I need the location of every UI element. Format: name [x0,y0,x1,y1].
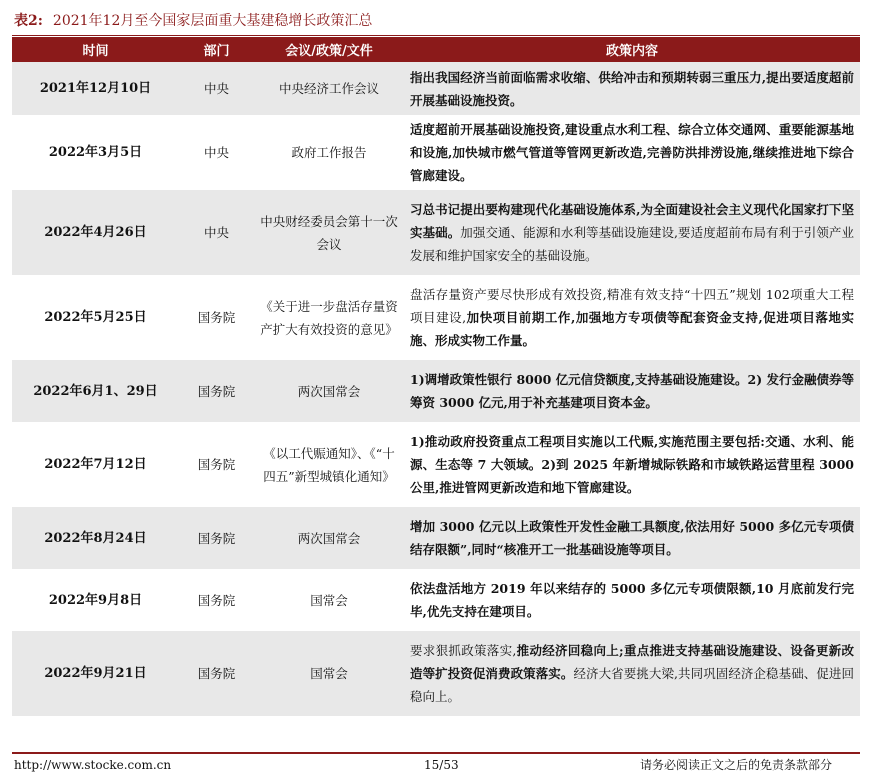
content-bold: 增加 3000 亿元以上政策性开发性金融工具额度,依法用好 5000 多亿元专项债结存限额”,同时“核准开工一批基础设施等项目。 [410,519,854,557]
table-row [12,190,860,275]
table-row [12,62,860,115]
content-normal-pre: 要求狠抓政策落实, [410,643,517,658]
table-row [12,422,860,507]
cell-content [404,507,860,569]
cell-time: 2022年3月5日 [48,145,143,160]
cell-meeting: 《以工代赈通知》、《“十四五”新型城镇化通知》 [263,445,395,484]
table-row [12,115,860,190]
cell-dept: 国务院 [179,360,254,422]
cell-time: 2022年4月26日 [12,190,179,275]
cell-meeting: 《关于进一步盘活存量资产扩大有效投资的意见》 [260,298,398,337]
content-bold: 习总书记提出要构建现代化基础设施体系,为全面建设社会主义现代化国家打下坚实基础。 [410,202,854,240]
content-bold: 1)推动政府投资重点工程项目实施以工代赈,实施范围主要包括:交通、水利、能源、生态等 7 大领域。2)到 2025 年新增城际铁路和市域铁路运营里程 3000 公里,推进管网更新改造和地下管廊建设。 [410,434,854,495]
content-bold: 1)调增政策性银行 8000 亿元信贷额度,支持基础设施建设。2) 发行金融债券等筹资 3000 亿元,用于补充基建项目资本金。 [410,372,854,410]
table-row [12,569,860,631]
table-row [12,507,860,569]
cell-time: 2022年8月24日 [12,507,179,569]
table-caption-label: 表2: [14,13,43,29]
table-caption [14,9,864,33]
content-bold: 加快项目前期工作,加强地方专项债等配套资金支持,促进项目落地实施、形成实物工作量。 [410,310,854,348]
footer-disclaimer: 请务必阅读正文之后的免责条款部分 [640,758,833,772]
content-normal: 经济大省要挑大梁,共同巩固经济企稳基础、促进回稳向上。 [410,666,854,704]
cell-meeting: 两次国常会 [254,507,404,569]
cell-meeting: 两次国常会 [254,360,404,422]
header-dept: 部门 [179,37,254,62]
cell-dept: 国务院 [179,631,254,716]
caption-divider [12,35,860,36]
content-normal: 盘活存量资产要尽快形成有效投资,精准有效支持“十四五”规划 102项重大工程项目建设, [410,287,854,325]
table-row [12,631,860,716]
footer-url: http://www.stocke.com.cn [14,758,172,772]
table-caption-title: 2021年12月至今国家层面重大基建稳增长政策汇总 [52,13,373,29]
cell-time: 2022年6月1、29日 [12,360,179,422]
footer-page-number: 15/53 [424,758,459,772]
cell-time: 2022年9月21日 [12,631,179,716]
cell-dept: 中央 [179,190,254,275]
cell-meeting: 中央经济工作会议 [254,62,404,115]
cell-time: 2022年7月12日 [44,457,147,472]
cell-dept: 国务院 [179,507,254,569]
cell-content [404,360,860,422]
cell-content [404,569,860,631]
cell-content [404,62,860,115]
cell-meeting: 国常会 [310,592,348,608]
cell-dept: 国务院 [197,310,236,325]
table-row [12,275,860,360]
policy-table [12,37,860,716]
cell-content [404,422,860,507]
cell-content [404,190,860,275]
cell-meeting: 政府工作报告 [291,145,367,160]
footer-divider [12,752,860,754]
cell-time: 2022年9月8日 [48,592,143,608]
table-header-row [12,37,860,62]
cell-time: 2022年5月25日 [44,310,147,325]
header-content: 政策内容 [404,37,860,62]
header-time: 时间 [12,37,179,62]
content-bold: 依法盘活地方 2019 年以来结存的 5000 多亿元专项债限额,10 月底前发行完毕,优先支持在建项目。 [410,581,854,619]
content-normal: 加强交通、能源和水利等基础设施建设,要适度超前布局有利于引领产业发展和维护国家安全的基础设施。 [410,225,854,263]
table-row [12,360,860,422]
cell-dept: 国务院 [197,592,236,608]
cell-time: 2021年12月10日 [12,62,179,115]
cell-content [404,275,860,360]
cell-meeting: 中央财经委员会第十一次会议 [254,190,404,275]
cell-meeting: 国常会 [254,631,404,716]
header-meeting: 会议/政策/文件 [254,37,404,62]
cell-content [404,631,860,716]
cell-dept: 国务院 [197,457,236,472]
cell-content [404,115,860,190]
cell-dept: 中央 [203,145,229,160]
cell-dept: 中央 [179,62,254,115]
content-bold: 指出我国经济当前面临需求收缩、供给冲击和预期转弱三重压力,提出要适度超前开展基础设施投资。 [410,69,854,108]
content-bold: 适度超前开展基础设施投资,建设重点水利工程、综合立体交通网、重要能源基地和设施,加快城市燃气管道等管网更新改造,完善防洪排涝设施,继续推进地下综合管廊建设。 [410,122,854,183]
content-bold: 推动经济回稳向上;重点推进支持基础设施建设、设备更新改造等扩投资促消费政策落实。 [410,643,854,681]
